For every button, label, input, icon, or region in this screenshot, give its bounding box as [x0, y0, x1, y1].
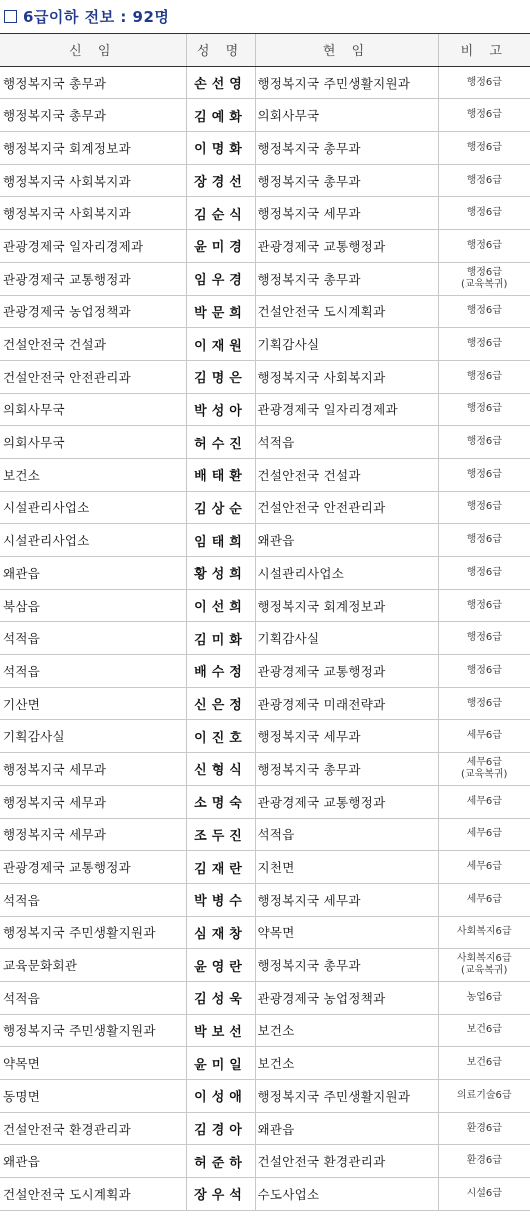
current-post-cell: 건설안전국 도시계획과 — [255, 295, 438, 328]
current-post-cell: 행정복지국 총무과 — [255, 753, 438, 786]
new-post-cell: 시설관리사업소 — [0, 524, 186, 557]
new-post-cell: 북삼읍 — [0, 589, 186, 622]
new-post-cell: 왜관읍 — [0, 1145, 186, 1178]
current-post-cell: 행정복지국 총무과 — [255, 164, 438, 197]
table-row — [0, 1178, 530, 1211]
checkbox-square-icon — [4, 10, 17, 23]
new-post-cell: 건설안전국 도시계획과 — [0, 1178, 186, 1211]
table-row — [0, 132, 530, 165]
current-post-cell: 건설안전국 안전관리과 — [255, 491, 438, 524]
current-post-cell: 행정복지국 주민생활지원과 — [255, 66, 438, 99]
current-post-cell: 시설관리사업소 — [255, 557, 438, 590]
note-cell: 행정6급 — [438, 458, 530, 491]
current-post-cell: 관광경제국 미래전략과 — [255, 687, 438, 720]
current-post-cell: 건설안전국 환경관리과 — [255, 1145, 438, 1178]
new-post-cell: 기산면 — [0, 687, 186, 720]
table-header — [0, 34, 530, 67]
current-post-cell: 행정복지국 총무과 — [255, 132, 438, 165]
note-cell: 행정6급 — [438, 687, 530, 720]
name-cell: 김성욱 — [186, 981, 255, 1014]
current-post-cell: 석적읍 — [255, 426, 438, 459]
name-cell: 박병수 — [186, 883, 255, 916]
table-row — [0, 393, 530, 426]
new-post-cell: 관광경제국 교통행정과 — [0, 262, 186, 295]
name-cell: 황성희 — [186, 557, 255, 590]
table-row — [0, 622, 530, 655]
table-row — [0, 230, 530, 263]
note-cell: 행정6급 — [438, 132, 530, 165]
table-row — [0, 557, 530, 590]
note-cell: 행정6급 — [438, 393, 530, 426]
note-cell: 행정6급 — [438, 197, 530, 230]
note-cell: 행정6급 — [438, 360, 530, 393]
table-row — [0, 720, 530, 753]
name-cell: 김상순 — [186, 491, 255, 524]
new-post-cell: 석적읍 — [0, 981, 186, 1014]
table-row — [0, 295, 530, 328]
new-post-cell: 행정복지국 주민생활지원과 — [0, 1014, 186, 1047]
table-row — [0, 589, 530, 622]
note-cell: 환경6급 — [438, 1112, 530, 1145]
new-post-cell: 행정복지국 회계정보과 — [0, 132, 186, 165]
current-post-cell: 행정복지국 주민생활지원과 — [255, 1080, 438, 1113]
current-post-cell: 석적읍 — [255, 818, 438, 851]
name-cell: 임태희 — [186, 524, 255, 557]
current-post-cell: 의회사무국 — [255, 99, 438, 132]
name-cell: 손선영 — [186, 66, 255, 99]
new-post-cell: 행정복지국 세무과 — [0, 753, 186, 786]
current-post-cell: 왜관읍 — [255, 524, 438, 557]
new-post-cell: 기획감사실 — [0, 720, 186, 753]
current-post-cell: 행정복지국 세무과 — [255, 883, 438, 916]
current-post-cell: 관광경제국 교통행정과 — [255, 655, 438, 688]
new-post-cell: 의회사무국 — [0, 426, 186, 459]
header-row — [0, 34, 530, 67]
new-post-cell: 의회사무국 — [0, 393, 186, 426]
name-cell: 신형식 — [186, 753, 255, 786]
new-post-cell: 석적읍 — [0, 655, 186, 688]
transfer-table — [0, 33, 530, 1211]
name-cell: 김재란 — [186, 851, 255, 884]
name-cell: 배수정 — [186, 655, 255, 688]
note-cell: 보건6급 — [438, 1047, 530, 1080]
current-post-cell: 행정복지국 사회복지과 — [255, 360, 438, 393]
name-cell: 이재원 — [186, 328, 255, 361]
note-cell: 행정6급 — [438, 230, 530, 263]
current-post-cell: 약목면 — [255, 916, 438, 949]
table-row — [0, 1014, 530, 1047]
new-post-cell: 왜관읍 — [0, 557, 186, 590]
current-post-cell: 행정복지국 총무과 — [255, 949, 438, 982]
note-cell: 행정6급 — [438, 99, 530, 132]
new-post-cell: 행정복지국 주민생활지원과 — [0, 916, 186, 949]
note-cell: 행정6급 — [438, 589, 530, 622]
note-cell: 행정6급 — [438, 426, 530, 459]
table-row — [0, 1080, 530, 1113]
name-cell: 이선희 — [186, 589, 255, 622]
note-cell: 행정6급 — [438, 328, 530, 361]
name-cell: 윤영란 — [186, 949, 255, 982]
name-cell: 박성아 — [186, 393, 255, 426]
note-cell: 보건6급 — [438, 1014, 530, 1047]
header-current-post: 현 임 — [255, 34, 438, 67]
current-post-cell: 보건소 — [255, 1014, 438, 1047]
name-cell: 허수진 — [186, 426, 255, 459]
new-post-cell: 행정복지국 총무과 — [0, 99, 186, 132]
table-row — [0, 687, 530, 720]
new-post-cell: 행정복지국 총무과 — [0, 66, 186, 99]
new-post-cell: 석적읍 — [0, 883, 186, 916]
new-post-cell: 관광경제국 교통행정과 — [0, 851, 186, 884]
name-cell: 이진호 — [186, 720, 255, 753]
note-cell: 행정6급 — [438, 295, 530, 328]
current-post-cell: 행정복지국 회계정보과 — [255, 589, 438, 622]
header-new-post: 신 임 — [0, 34, 186, 67]
table-row — [0, 818, 530, 851]
name-cell: 박보선 — [186, 1014, 255, 1047]
current-post-cell: 행정복지국 총무과 — [255, 262, 438, 295]
name-cell: 윤미일 — [186, 1047, 255, 1080]
table-row — [0, 66, 530, 99]
table-row — [0, 426, 530, 459]
note-cell: 행정6급 — [438, 655, 530, 688]
current-post-cell: 보건소 — [255, 1047, 438, 1080]
name-cell: 김명은 — [186, 360, 255, 393]
header-note: 비 고 — [438, 34, 530, 67]
table-row — [0, 851, 530, 884]
table-row — [0, 655, 530, 688]
note-cell: 세무6급 — [438, 851, 530, 884]
new-post-cell: 관광경제국 일자리경제과 — [0, 230, 186, 263]
note-cell: 의료기술6급 — [438, 1080, 530, 1113]
name-cell: 김순식 — [186, 197, 255, 230]
note-cell: 세무6급 (교육복귀) — [438, 753, 530, 786]
table-row — [0, 1145, 530, 1178]
note-cell: 행정6급 — [438, 524, 530, 557]
name-cell: 이명화 — [186, 132, 255, 165]
current-post-cell: 왜관읍 — [255, 1112, 438, 1145]
table-row — [0, 491, 530, 524]
name-cell: 심재창 — [186, 916, 255, 949]
name-cell: 허준하 — [186, 1145, 255, 1178]
note-cell: 행정6급 — [438, 66, 530, 99]
table-row — [0, 99, 530, 132]
note-cell: 사회복지6급 (교육복귀) — [438, 949, 530, 982]
new-post-cell: 건설안전국 건설과 — [0, 328, 186, 361]
note-cell: 사회복지6급 — [438, 916, 530, 949]
new-post-cell: 석적읍 — [0, 622, 186, 655]
current-post-cell: 기획감사실 — [255, 622, 438, 655]
new-post-cell: 동명면 — [0, 1080, 186, 1113]
note-cell: 행정6급 — [438, 491, 530, 524]
title-text: 6급이하 전보 : 92명 — [23, 8, 170, 26]
new-post-cell: 행정복지국 사회복지과 — [0, 197, 186, 230]
new-post-cell: 건설안전국 환경관리과 — [0, 1112, 186, 1145]
current-post-cell: 관광경제국 일자리경제과 — [255, 393, 438, 426]
table-row — [0, 524, 530, 557]
note-cell: 행정6급 — [438, 557, 530, 590]
table-row — [0, 785, 530, 818]
table-row — [0, 949, 530, 982]
name-cell: 김예화 — [186, 99, 255, 132]
table-row — [0, 328, 530, 361]
note-cell: 농업6급 — [438, 981, 530, 1014]
table-row — [0, 753, 530, 786]
name-cell: 장우석 — [186, 1178, 255, 1211]
header-name: 성 명 — [186, 34, 255, 67]
table-row — [0, 1112, 530, 1145]
new-post-cell: 보건소 — [0, 458, 186, 491]
table-row — [0, 458, 530, 491]
current-post-cell: 기획감사실 — [255, 328, 438, 361]
table-row — [0, 916, 530, 949]
name-cell: 임우경 — [186, 262, 255, 295]
name-cell: 이성애 — [186, 1080, 255, 1113]
current-post-cell: 수도사업소 — [255, 1178, 438, 1211]
note-cell: 행정6급 — [438, 164, 530, 197]
current-post-cell: 관광경제국 교통행정과 — [255, 230, 438, 263]
current-post-cell: 관광경제국 교통행정과 — [255, 785, 438, 818]
new-post-cell: 관광경제국 농업정책과 — [0, 295, 186, 328]
note-cell: 세무6급 — [438, 883, 530, 916]
table-row — [0, 883, 530, 916]
current-post-cell: 행정복지국 세무과 — [255, 720, 438, 753]
note-cell: 세무6급 — [438, 818, 530, 851]
note-cell: 시설6급 — [438, 1178, 530, 1211]
table-row — [0, 262, 530, 295]
page-title — [0, 0, 530, 33]
new-post-cell: 행정복지국 세무과 — [0, 785, 186, 818]
table-row — [0, 981, 530, 1014]
table-row — [0, 197, 530, 230]
table-row — [0, 1047, 530, 1080]
new-post-cell: 시설관리사업소 — [0, 491, 186, 524]
name-cell: 김미화 — [186, 622, 255, 655]
new-post-cell: 행정복지국 세무과 — [0, 818, 186, 851]
current-post-cell: 지천면 — [255, 851, 438, 884]
table-body — [0, 66, 530, 1210]
name-cell: 김경아 — [186, 1112, 255, 1145]
name-cell: 윤미경 — [186, 230, 255, 263]
note-cell: 행정6급 (교육복귀) — [438, 262, 530, 295]
new-post-cell: 교육문화회관 — [0, 949, 186, 982]
name-cell: 신은정 — [186, 687, 255, 720]
name-cell: 배태환 — [186, 458, 255, 491]
note-cell: 세무6급 — [438, 785, 530, 818]
table-row — [0, 360, 530, 393]
current-post-cell: 행정복지국 세무과 — [255, 197, 438, 230]
new-post-cell: 행정복지국 사회복지과 — [0, 164, 186, 197]
table-row — [0, 164, 530, 197]
note-cell: 세무6급 — [438, 720, 530, 753]
new-post-cell: 건설안전국 안전관리과 — [0, 360, 186, 393]
name-cell: 장경선 — [186, 164, 255, 197]
name-cell: 조두진 — [186, 818, 255, 851]
name-cell: 박문희 — [186, 295, 255, 328]
new-post-cell: 약목면 — [0, 1047, 186, 1080]
current-post-cell: 건설안전국 건설과 — [255, 458, 438, 491]
note-cell: 환경6급 — [438, 1145, 530, 1178]
name-cell: 소명숙 — [186, 785, 255, 818]
note-cell: 행정6급 — [438, 622, 530, 655]
current-post-cell: 관광경제국 농업정책과 — [255, 981, 438, 1014]
